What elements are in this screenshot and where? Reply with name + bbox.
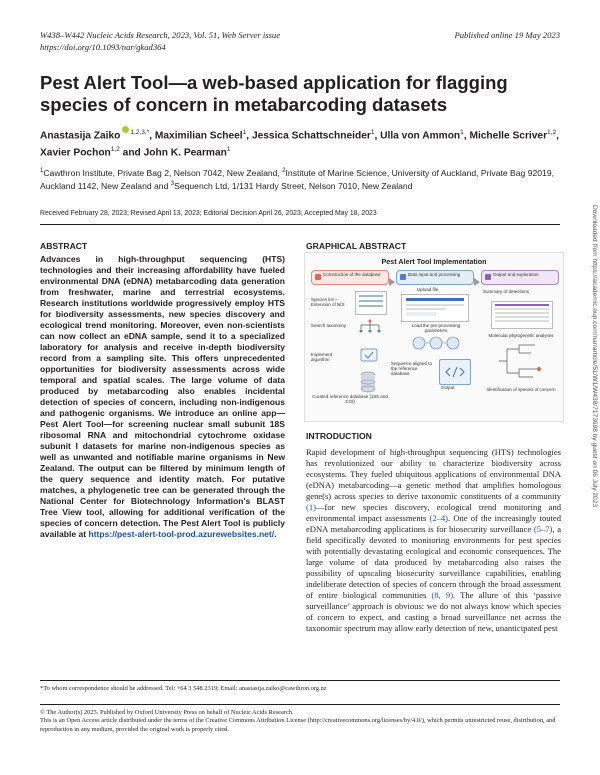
ga-step-2 — [396, 270, 474, 285]
ga-upload-screenshot — [401, 294, 469, 322]
intro-text: . The allure of this ‘passive surveillance’ approach is obvious: we do not always know which species of concern to expect, and casting a broad surveillance net across the taxonomic spectrum may allow early detection of new, unanticipated pest — [306, 590, 561, 634]
article-dates: Received February 28, 2023; Revised April 13, 2023; Editorial Decision April 26, 2023; Accepted May 18, 2023 — [40, 210, 377, 217]
author-sup: 1,2,3,* — [130, 129, 150, 136]
aff-sup: 1 — [40, 168, 44, 174]
affiliation-3: Sequench Ltd, 1/131 Hardy Street, Nelson 7010, New Zealand — [174, 181, 413, 192]
ga-left-label-2: Search taxonomy — [311, 323, 347, 328]
ga-summary-table — [491, 301, 553, 329]
author-name: Anastasija Zaiko — [40, 130, 121, 142]
ga-left-label-1: Species list – Extension of NIS — [311, 297, 345, 308]
author-sup: 1,2 — [547, 129, 557, 136]
ga-step-1-label: Construction of the database — [323, 272, 381, 277]
graphical-abstract-heading: GRAPHICAL ABSTRACT — [306, 241, 407, 251]
intro-text: , a field specifically devoted to monitoring environments for pest species with potentially devastating ecological and economic consequences. The large volume of data produced by metabarcoding also raises the possibility of upscaling biosecurity surveillance capabilities, enabling indeliberate detection of species of concern through the broad assessment of entire biological communities — [306, 524, 561, 601]
ga-mid-label-3: Sequence aligned to the reference database — [391, 361, 433, 377]
author-name: Maximilian Scheel — [154, 130, 243, 142]
doi-link[interactable]: https://doi.org/10.1093/nar/gkad364 — [40, 42, 166, 52]
ga-step-3-label: Output and exploration — [493, 272, 539, 277]
copyright-block — [40, 709, 560, 734]
citation-link[interactable]: (5–7) — [533, 524, 553, 535]
affiliation-2: Institute of Marine Science, University of Auckland, Private Bag 92019, Auckland 1142, New Zealand and — [40, 167, 555, 192]
ga-right-label-1: Summary of detections — [483, 289, 530, 294]
abstract-end: . — [274, 529, 277, 540]
graphical-abstract-figure — [304, 252, 564, 422]
author-name: John K. Pearman — [143, 147, 227, 159]
copyright-divider — [40, 704, 560, 705]
ga-database-icon — [359, 371, 377, 393]
intro-text: . One of the increasingly touted eDNA metabarcoding applications is for biosecurity surveillance — [306, 513, 561, 535]
intro-heading: INTRODUCTION — [306, 431, 372, 441]
ga-algorithm-icon — [359, 347, 379, 365]
author-sup: 1 — [370, 129, 375, 136]
intro-text: —for new species discovery, ecological trend monitoring and environmental impact assessments — [306, 502, 561, 524]
footnote-divider — [40, 680, 560, 681]
copyright-line: © The Author(s) 2023. Published by Oxford University Press on behalf of Nucleic Acids Research. — [40, 709, 294, 716]
abstract-heading: ABSTRACT — [40, 241, 88, 251]
ga-arrow-2 — [474, 273, 480, 281]
ga-right-label-3: Identification of species of concern — [486, 387, 556, 392]
app-link[interactable]: https://pest-alert-tool-prod.azurewebsites.net/ — [88, 529, 275, 540]
ga-taxonomy-tree-icon — [357, 319, 383, 335]
intro-text: Rapid development of high-throughput sequencing (HTS) technologies has revolutionized our ability to characterize biodiversity across ecosystems. They fueled ubiquitous applications of environmental DNA (eDNA) metabarcoding—a genetic method that amplifies homologous gene(s) across species to derive taxonomic constituents of a community — [306, 447, 561, 502]
abstract-body — [40, 254, 285, 540]
author-sup: 1 — [242, 129, 247, 136]
ga-title: Pest Alert Tool Implementation — [381, 257, 487, 266]
ga-phylogenetic-tree-icon — [495, 341, 551, 381]
ga-step-2-label: Data input and processing — [408, 272, 461, 277]
author-sup: 1,2 — [110, 146, 120, 154]
ga-species-list-icon — [355, 291, 387, 315]
author-sup: 1 — [460, 129, 464, 136]
ga-step-2-icon — [400, 274, 406, 280]
author-name: Jessica Schattschneider — [251, 130, 371, 142]
citation-link[interactable]: (2–4) — [429, 513, 448, 524]
author-name: Ulla von Ammon — [380, 130, 461, 142]
affiliations — [40, 166, 560, 193]
author-name: Xavier Pochon — [40, 147, 111, 159]
ga-step-3 — [481, 270, 559, 285]
ga-mid-label-1: Upload file — [417, 287, 439, 292]
correspondence-footnote: *To whom correspondence should be addressed. Tel: +64 3 548 2319; Email: anastasija.zaiko@cawthron.org.nz — [40, 685, 327, 692]
affiliation-1: Cawthron Institute, Private Bag 2, Nelson 7042, New Zealand, — [43, 167, 280, 178]
author-sup: 1 — [226, 146, 231, 154]
journal-citation: W438–W442 Nucleic Acids Research, 2023, Vol. 51, Web Server issue — [40, 30, 281, 40]
published-date: Published online 19 May 2023 — [454, 30, 560, 40]
ga-arrow-1 — [389, 273, 395, 281]
orcid-icon[interactable] — [122, 126, 129, 133]
ga-code-icon — [439, 359, 471, 385]
ga-step-1 — [311, 270, 389, 285]
author-name: Michelle Scriver — [469, 130, 548, 142]
ga-left-label-3: Implement algorithm — [311, 352, 333, 363]
authors-and: and — [122, 147, 141, 159]
citation-link[interactable]: (1) — [306, 502, 316, 513]
aff-sup: 3 — [170, 181, 175, 188]
running-header — [40, 30, 280, 52]
intro-body — [306, 447, 561, 634]
ga-step-3-icon — [485, 274, 491, 280]
ga-cloud-icons — [409, 331, 463, 355]
ga-left-label-4: Curated reference database (18S and COI) — [312, 394, 388, 405]
citation-link[interactable]: (8, 9) — [431, 590, 454, 601]
ga-right-label-2: Molecular phylogenetic analyses — [488, 333, 554, 338]
divider — [40, 224, 560, 225]
ga-mid-label-2: Load the pre-processing parameters — [411, 323, 461, 334]
aff-sup: 2 — [282, 168, 286, 174]
article-title: Pest Alert Tool—a web-based application for flagging species of concern in metabarcoding datasets — [40, 72, 508, 115]
author-list: Anastasija Zaiko $^{1,2,3,*}$, Maximilian Scheel$^1$, Jessica Schattschneider$^1$, Ulla von Ammon$^1$, Michelle Scriver$^{1,2}$, Xavier Pochon$^{1,2}$ and John K. Pearman$^1$ — [40, 126, 560, 161]
abstract-text: Advances in high-throughput sequencing (HTS) technologies and their increasing affordability have fueled environmental DNA (eDNA) metabarcoding data generation from freshwater, marine and terrestrial ecosystems. Research institutions worldwide progressively employ HTS for biodiversity assessments, new species discovery and ecological trend monitoring. Moreover, even non-scientists can now collect an eDNA sample, send it to a specialized laboratory for analysis and receive in-depth biodiversity record from a sampling site. This offers unprecedented opportunities for biodiversity assessments across wide temporal and spatial scales. The large volume of data produced by metabarcoding also enables incidental detection of species of concern, including non-indigenous and pathogenic organisms. We introduce an online app—Pest Alert Tool—for screening nuclear small subunit 18S ribosomal RNA and mitochondrial cytochrome oxidase subunit I datasets for marine non-indigenous species as well as unwanted and notifiable marine organisms in New Zealand. The output can be filtered by minimum length of the query sequence and identity match. For putative matches, a phylogenetic tree can be generated through the National Center for Biotechnology Information's BLAST Tree View tool, allowing for additional verification of the species of concern detection. The Pest Alert Tool is publicly available at — [40, 254, 285, 540]
download-watermark: Downloaded from https://academic.oup.com/nar/article/51/W1/W438/7173698 by guest on 06 July 2023 — [591, 205, 598, 508]
license-line: This is an Open Access article distributed under the terms of the Creative Commons Attribution License (http://creativecommons.org/licenses/by/4.0/), which permits unrestricted reuse, distribution, and reproduction in any medium, provided the original work is properly cited. — [40, 717, 556, 733]
ga-mid-label-4: Output — [441, 385, 455, 390]
ga-step-1-icon — [315, 274, 321, 280]
